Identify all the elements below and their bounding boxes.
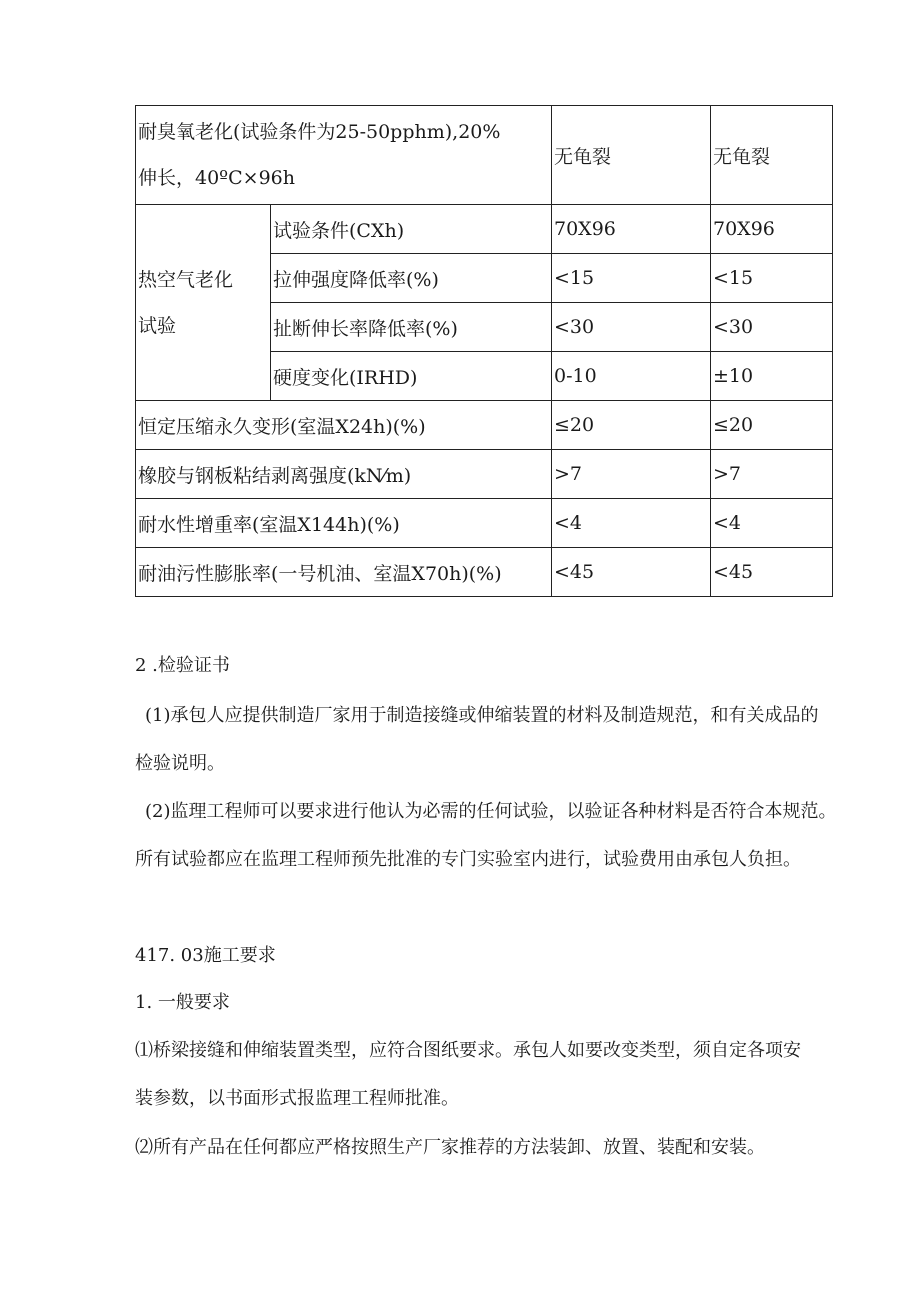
hot-air-row-val2: <30 xyxy=(711,303,833,352)
property-val2: ≤20 xyxy=(711,401,833,450)
property-name: 恒定压缩永久变形(室温X24h)(%) xyxy=(136,401,552,450)
property-val1: >7 xyxy=(552,450,711,499)
section-heading: 417. 03施工要求 xyxy=(135,945,276,966)
property-name: 耐油污性膨胀率(一号机油、室温X70h)(%) xyxy=(136,548,552,597)
table-row xyxy=(136,499,833,548)
paragraph-line: ⑴桥梁接缝和伸缩装置类型，应符合图纸要求。承包人如要改变类型，须自定各项安 xyxy=(135,1040,801,1061)
hot-air-group-line2: 试验 xyxy=(138,314,177,337)
hot-air-row-val2: ±10 xyxy=(711,352,833,401)
property-val2: >7 xyxy=(711,450,833,499)
property-val1: <45 xyxy=(552,548,711,597)
property-name: 橡胶与钢板粘结剥离强度(kN⁄m) xyxy=(136,450,552,499)
spec-table xyxy=(135,105,833,597)
hot-air-row-name: 硬度变化(IRHD) xyxy=(271,352,552,401)
hot-air-row-val2: <15 xyxy=(711,254,833,303)
hot-air-row-val1: <30 xyxy=(552,303,711,352)
ozone-val2: 无龟裂 xyxy=(711,106,833,205)
hot-air-row-name: 试验条件(CXh) xyxy=(271,205,552,254)
property-val1: ≤20 xyxy=(552,401,711,450)
hot-air-group-line1: 热空气老化 xyxy=(138,268,234,291)
ozone-name-cell xyxy=(136,106,552,205)
property-val1: <4 xyxy=(552,499,711,548)
hot-air-row-val2: 70X96 xyxy=(711,205,833,254)
hot-air-row-val1: 0-10 xyxy=(552,352,711,401)
table-row xyxy=(136,450,833,499)
property-name: 耐水性增重率(室温X144h)(%) xyxy=(136,499,552,548)
hot-air-row-val1: <15 xyxy=(552,254,711,303)
ozone-val1: 无龟裂 xyxy=(552,106,711,205)
paragraph-line: ⑵所有产品在任何都应严格按照生产厂家推荐的方法装卸、放置、装配和安装。 xyxy=(135,1137,765,1158)
hot-air-group-cell xyxy=(136,205,271,401)
paragraph-line: (1)承包人应提供制造厂家用于制造接缝或伸缩装置的材料及制造规范，和有关成品的 xyxy=(145,705,819,726)
property-val2: <45 xyxy=(711,548,833,597)
paragraph-line: 检验说明。 xyxy=(135,753,225,774)
table-row xyxy=(136,401,833,450)
paragraph-line: 装参数，以书面形式报监理工程师批准。 xyxy=(135,1088,459,1109)
ozone-name-line2: 伸长，40ºC×96h xyxy=(138,167,295,189)
paragraph-line: 所有试验都应在监理工程师预先批准的专门实验室内进行，试验费用由承包人负担。 xyxy=(135,849,801,870)
table-row xyxy=(136,106,833,205)
section-heading: 2 .检验证书 xyxy=(135,655,230,676)
paragraph-line: (2)监理工程师可以要求进行他认为必需的任何试验，以验证各种材料是否符合本规范。 xyxy=(145,801,837,822)
table-row xyxy=(136,205,833,254)
hot-air-row-name: 扯断伸长率降低率(%) xyxy=(271,303,552,352)
hot-air-row-val1: 70X96 xyxy=(552,205,711,254)
table-row xyxy=(136,548,833,597)
hot-air-row-name: 拉伸强度降低率(%) xyxy=(271,254,552,303)
property-val2: <4 xyxy=(711,499,833,548)
subsection-heading: 1. 一般要求 xyxy=(135,992,230,1013)
ozone-name-line1: 耐臭氧老化(试验条件为25-50pphm),20% xyxy=(138,121,501,143)
